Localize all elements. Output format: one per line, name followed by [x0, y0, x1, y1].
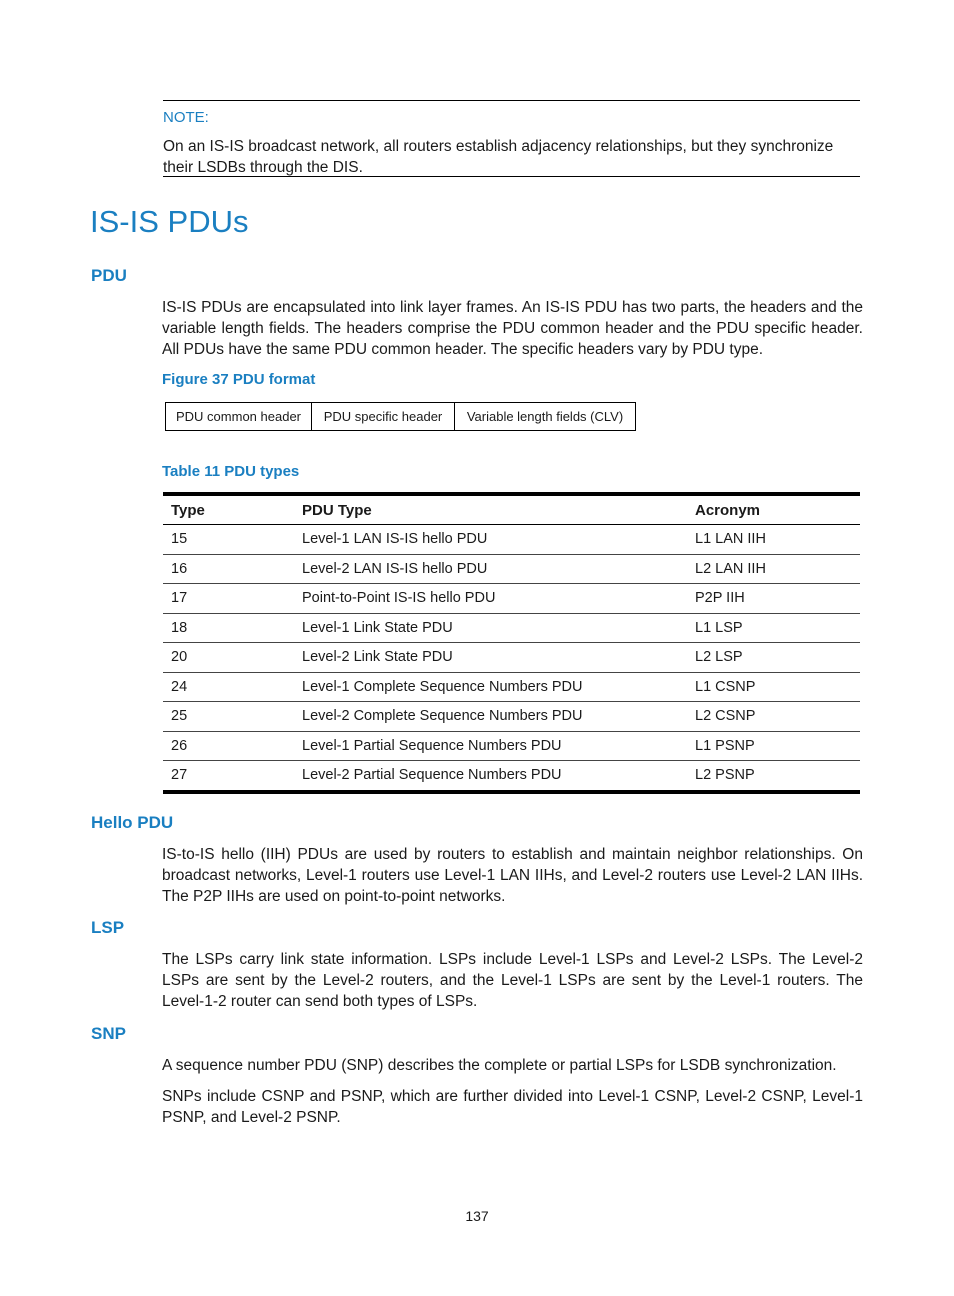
cell-pdu-type: Point-to-Point IS-IS hello PDU: [294, 584, 687, 614]
column-header-type: Type: [163, 494, 294, 525]
cell-pdu-type: Level-2 Link State PDU: [294, 643, 687, 673]
column-header-pdu-type: PDU Type: [294, 494, 687, 525]
table-row: [163, 554, 860, 584]
table-row: [163, 761, 860, 792]
cell-acronym: P2P IIH: [687, 584, 860, 614]
cell-pdu-type: Level-2 Partial Sequence Numbers PDU: [302, 767, 562, 784]
pdu-paragraph: IS-IS PDUs are encapsulated into link layer frames. An IS-IS PDU has two parts, the headers and the variable length fields. The headers comprise the PDU common header and the PDU specific header. All PDUs have the same PDU common header. The specific headers vary by PDU type.: [162, 299, 863, 358]
cell-type: 26: [163, 731, 294, 761]
page-number: 137: [465, 1208, 489, 1224]
cell-type: 25: [163, 702, 294, 732]
cell-acronym: L1 LSP: [687, 613, 860, 643]
cell-acronym: L2 LSP: [687, 643, 860, 673]
section-heading-pdu: PDU: [91, 266, 127, 285]
cell-acronym: L2 CSNP: [687, 702, 860, 732]
hello-paragraph: IS-to-IS hello (IIH) PDUs are used by routers to establish and maintain neighbor relationships. On broadcast networks, Level-1 routers use Level-1 LAN IIHs, and Level-2 routers use Level-2 LAN IIHs. The P2P IIHs are used on point-to-point networks.: [162, 846, 863, 905]
table-row: [163, 584, 860, 614]
format-field-variable-length: Variable length fields (CLV): [466, 409, 624, 424]
section-heading-lsp: LSP: [91, 918, 125, 937]
format-field-common-header: PDU common header: [166, 403, 312, 430]
snp-paragraph-2: SNPs include CSNP and PSNP, which are further divided into Level-1 CSNP, Level-2 CSNP, Level-1 PSNP, and Level-2 PSNP.: [162, 1088, 863, 1126]
cell-acronym: L1 LAN IIH: [687, 525, 860, 555]
cell-pdu-type: Level-1 Link State PDU: [294, 613, 687, 643]
table-header-row: [163, 494, 860, 525]
page-title: IS-IS PDUs: [90, 204, 249, 239]
table-row: [163, 525, 860, 555]
table-row: [163, 731, 860, 761]
cell-type: 15: [163, 525, 294, 555]
note-text: On an IS-IS broadcast network, all routers establish adjacency relationships, but they synchronize their LSDBs through the DIS.: [163, 138, 834, 176]
table-row: [163, 702, 860, 732]
format-field-specific-header: PDU specific header: [312, 403, 455, 430]
cell-type: 18: [163, 613, 294, 643]
cell-acronym: L1 PSNP: [687, 731, 860, 761]
note-label: NOTE:: [163, 109, 209, 126]
cell-acronym: L1 CSNP: [687, 672, 860, 702]
figure-caption: Figure 37 PDU format: [162, 371, 316, 388]
section-heading-snp: SNP: [91, 1024, 126, 1043]
cell-type: 20: [163, 643, 294, 673]
cell-type: 16: [163, 554, 294, 584]
table-row: [163, 672, 860, 702]
pdu-types-table: [163, 492, 860, 794]
snp-paragraph-1: A sequence number PDU (SNP) describes the complete or partial LSPs for LSDB synchronization.: [162, 1057, 837, 1074]
column-header-acronym: Acronym: [687, 494, 860, 525]
cell-pdu-type: Level-2 Complete Sequence Numbers PDU: [294, 702, 687, 732]
cell-type: 27: [171, 767, 188, 784]
lsp-paragraph: The LSPs carry link state information. LSPs include Level-1 LSPs and Level-2 LSPs. The Level-2 LSPs are sent by the Level-2 routers, and the Level-1 LSPs are sent by the Level-1 routers. The Level-1-2 router can send both types of LSPs.: [162, 951, 863, 1010]
table-row: [163, 613, 860, 643]
table-caption: Table 11 PDU types: [162, 463, 300, 480]
cell-type: 17: [163, 584, 294, 614]
cell-pdu-type: Level-1 LAN IS-IS hello PDU: [294, 525, 687, 555]
cell-pdu-type: Level-1 Partial Sequence Numbers PDU: [294, 731, 687, 761]
pdu-format-diagram: [165, 402, 636, 431]
cell-acronym: L2 PSNP: [695, 767, 755, 784]
table-row: [163, 643, 860, 673]
cell-pdu-type: Level-2 LAN IS-IS hello PDU: [294, 554, 687, 584]
cell-type: 24: [163, 672, 294, 702]
cell-pdu-type: Level-1 Complete Sequence Numbers PDU: [294, 672, 687, 702]
section-heading-hello-pdu: Hello PDU: [91, 813, 174, 832]
cell-acronym: L2 LAN IIH: [687, 554, 860, 584]
note-box: [163, 100, 860, 177]
